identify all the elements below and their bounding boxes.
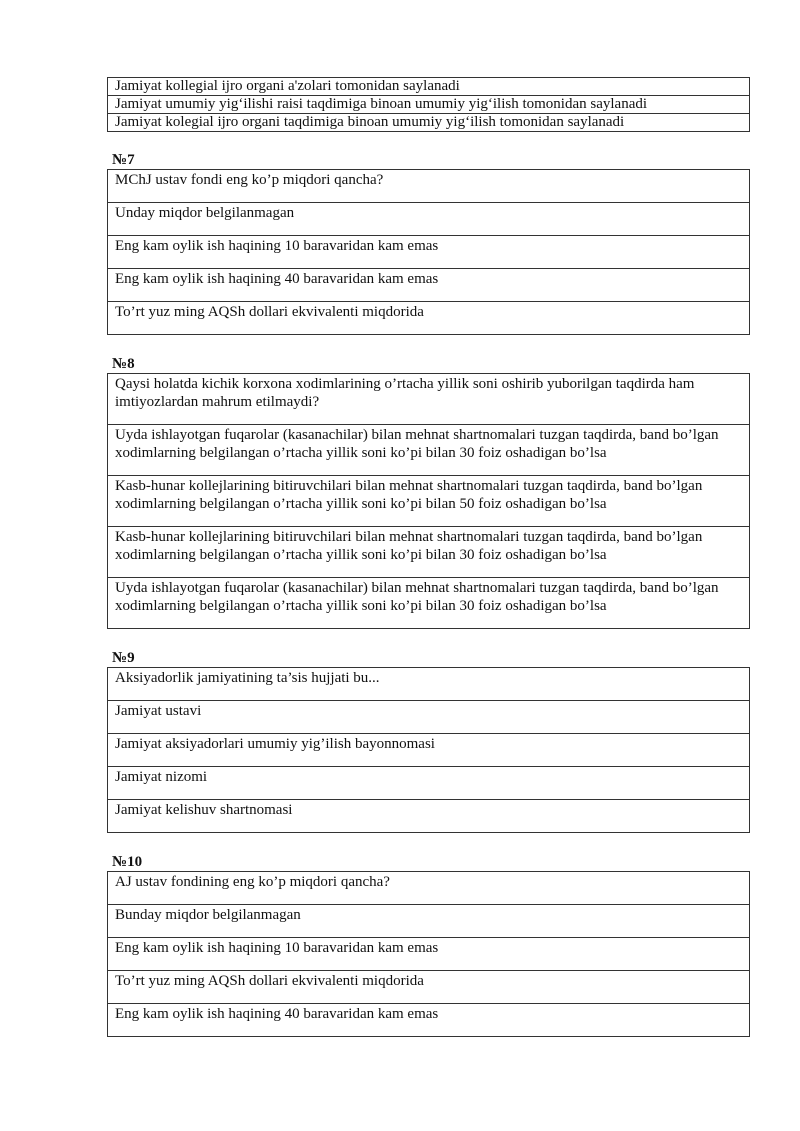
question-table-10 bbox=[107, 871, 750, 1037]
answer-cell: Jamiyat umumiy yig‘ilishi raisi taqdimiga binoan umumiy yig‘ilish tomonidan saylanadi bbox=[108, 96, 750, 114]
question-number: №10 bbox=[112, 854, 143, 870]
table-row bbox=[108, 374, 750, 425]
table-row bbox=[108, 938, 750, 971]
document-page bbox=[107, 77, 750, 1037]
answer-cell: Eng kam oylik ish haqining 10 baravaridan kam emas bbox=[108, 938, 750, 971]
table-row bbox=[108, 476, 750, 527]
table-row bbox=[108, 527, 750, 578]
answer-cell: Eng kam oylik ish haqining 10 baravaridan kam emas bbox=[108, 236, 750, 269]
table-row bbox=[108, 701, 750, 734]
table-row bbox=[108, 96, 750, 114]
table-row bbox=[108, 872, 750, 905]
question-number: №8 bbox=[112, 356, 135, 372]
table-row bbox=[108, 1004, 750, 1037]
table-row bbox=[108, 269, 750, 302]
answer-cell: Kasb-hunar kollejlarining bitiruvchilari bilan mehnat shartnomalari tuzgan taqdirda, band bo’lgan xodimlarning belgilangan o’rtacha yillik soni ko’pi bilan 30 foiz oshadigan bo’lsa bbox=[108, 527, 750, 578]
table-row bbox=[108, 971, 750, 1004]
table-row bbox=[108, 203, 750, 236]
question-number: №9 bbox=[112, 650, 135, 666]
answer-cell: Eng kam oylik ish haqining 40 baravaridan kam emas bbox=[108, 1004, 750, 1037]
answer-cell: Eng kam oylik ish haqining 40 baravaridan kam emas bbox=[108, 269, 750, 302]
answer-cell: Jamiyat kollegial ijro organi a'zolari tomonidan saylanadi bbox=[108, 78, 750, 96]
answer-cell: Jamiyat aksiyadorlari umumiy yig’ilish bayonnomasi bbox=[108, 734, 750, 767]
table-row bbox=[108, 767, 750, 800]
question-table-7 bbox=[107, 169, 750, 335]
table-row bbox=[108, 302, 750, 335]
answer-cell: Unday miqdor belgilanmagan bbox=[108, 203, 750, 236]
table-row bbox=[108, 425, 750, 476]
answer-cell: To’rt yuz ming AQSh dollari ekvivalenti miqdorida bbox=[108, 302, 750, 335]
answer-cell: Jamiyat ustavi bbox=[108, 701, 750, 734]
question-cell: Aksiyadorlik jamiyatining ta’sis hujjati bu... bbox=[108, 668, 750, 701]
table-row bbox=[108, 236, 750, 269]
table-row bbox=[108, 78, 750, 96]
table-row bbox=[108, 905, 750, 938]
answer-cell: Uyda ishlayotgan fuqarolar (kasanachilar) bilan mehnat shartnomalari tuzgan taqdirda, band bo’lgan xodimlarning belgilangan o’rtacha yillik soni ko’pi bilan 30 foiz oshadigan bo’lsa bbox=[108, 578, 750, 629]
table-row bbox=[108, 734, 750, 767]
question-cell: AJ ustav fondining eng ko’p miqdori qancha? bbox=[108, 872, 750, 905]
answer-cell: Jamiyat nizomi bbox=[108, 767, 750, 800]
table-row bbox=[108, 170, 750, 203]
table-row bbox=[108, 578, 750, 629]
table-row bbox=[108, 668, 750, 701]
question-number: №7 bbox=[112, 152, 135, 168]
answer-cell: Kasb-hunar kollejlarining bitiruvchilari bilan mehnat shartnomalari tuzgan taqdirda, band bo’lgan xodimlarning belgilangan o’rtacha yillik soni ko’pi bilan 50 foiz oshadigan bo’lsa bbox=[108, 476, 750, 527]
table-row bbox=[108, 800, 750, 833]
answer-cell: To’rt yuz ming AQSh dollari ekvivalenti miqdorida bbox=[108, 971, 750, 1004]
answer-cell: Jamiyat kelishuv shartnomasi bbox=[108, 800, 750, 833]
answer-table-continued bbox=[107, 77, 750, 132]
answer-cell: Bunday miqdor belgilanmagan bbox=[108, 905, 750, 938]
question-table-8 bbox=[107, 373, 750, 629]
answer-cell: Uyda ishlayotgan fuqarolar (kasanachilar) bilan mehnat shartnomalari tuzgan taqdirda, band bo’lgan xodimlarning belgilangan o’rtacha yillik soni ko’pi bilan 30 foiz oshadigan bo’lsa bbox=[108, 425, 750, 476]
table-row bbox=[108, 114, 750, 132]
question-table-9 bbox=[107, 667, 750, 833]
question-cell: MChJ ustav fondi eng ko’p miqdori qancha? bbox=[108, 170, 750, 203]
question-cell: Qaysi holatda kichik korxona xodimlarining o’rtacha yillik soni oshirib yuborilgan taqdirda ham imtiyozlardan mahrum etilmaydi? bbox=[108, 374, 750, 425]
answer-cell: Jamiyat kolegial ijro organi taqdimiga binoan umumiy yig‘ilish tomonidan saylanadi bbox=[108, 114, 750, 132]
